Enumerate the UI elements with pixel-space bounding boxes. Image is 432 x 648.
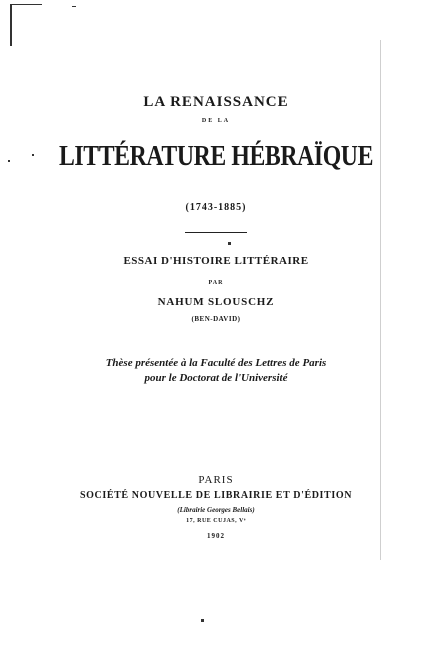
author-name: NAHUM SLOUSCHZ [157, 296, 275, 308]
scan-speck [32, 154, 34, 156]
imprint-year: 1902 [207, 532, 225, 540]
scan-speck [228, 242, 231, 245]
scan-margin-line-left [10, 4, 12, 46]
scan-margin-line-top [10, 4, 42, 5]
title-connector: DE LA [201, 118, 231, 124]
imprint-publisher: SOCIÉTÉ NOUVELLE DE LIBRAIRIE ET D'ÉDITION [79, 490, 353, 501]
subtitle: ESSAI D'HISTOIRE LITTÉRAIRE [123, 255, 309, 267]
divider-rule [185, 232, 247, 233]
scan-speck [8, 160, 10, 162]
by-label: PAR [208, 280, 224, 286]
imprint-address: 17, RUE CUJAS, Vᵉ [186, 518, 246, 524]
imprint-bookshop: (Librairie Georges Bellais) [177, 506, 255, 514]
main-title: LITTÉRATURE HÉBRAÏQUE [58, 140, 374, 172]
title-top-line: LA RENAISSANCE [143, 94, 289, 110]
author-pseudonym: (BEN-DAVID) [191, 315, 241, 323]
imprint-city: PARIS [198, 474, 234, 486]
scan-margin-tick-right [72, 6, 76, 7]
scan-speck [201, 619, 204, 622]
thesis-statement-line-2: pour le Doctorat de l'Université [144, 372, 288, 384]
thesis-statement-line-1: Thèse présentée à la Faculté des Lettres de Paris [105, 357, 327, 369]
period-years: (1743-1885) [185, 202, 247, 213]
